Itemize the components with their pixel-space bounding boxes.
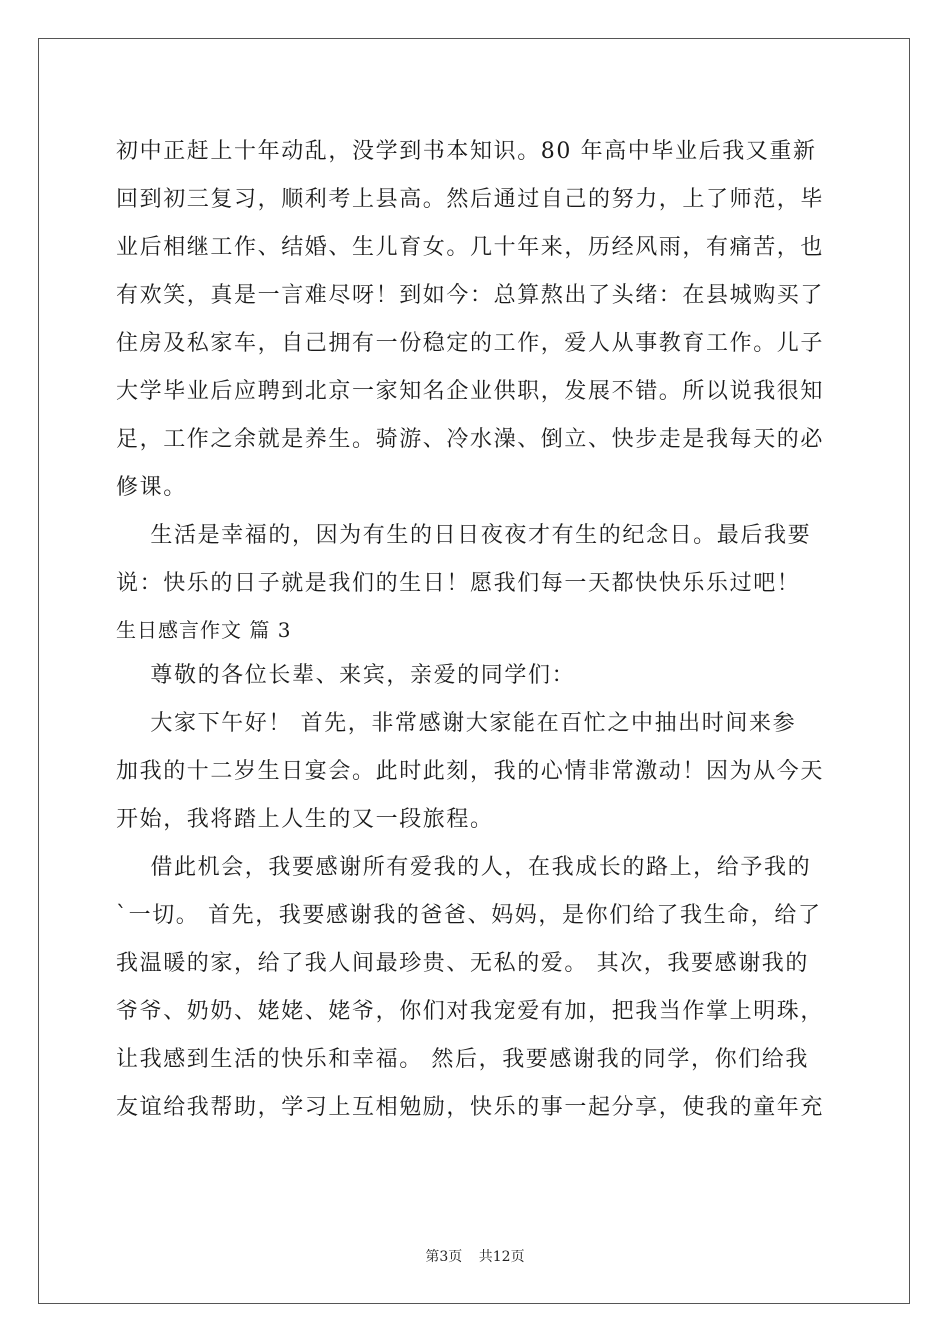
text-line: `一切。 首先，我要感谢我的爸爸、妈妈，是你们给了我生命，给了 xyxy=(116,903,822,928)
text-line: 生活是幸福的，因为有生的日日夜夜才有生的纪念日。最后我要 xyxy=(116,523,812,548)
text-line: 大家下午好！ 首先，非常感谢大家能在百忙之中抽出时间来参 xyxy=(116,711,797,736)
text-line: 大学毕业后应聘到北京一家知名企业供职，发展不错。所以说我很知 xyxy=(116,379,825,404)
text-line: 有欢笑，真是一言难尽呀！到如今：总算熬出了头绪：在县城购买了 xyxy=(116,283,825,308)
text-line: 加我的十二岁生日宴会。此时此刻，我的心情非常激动！因为从今天 xyxy=(116,759,825,784)
text-line: 尊敬的各位长辈、来宾，亲爱的同学们： xyxy=(116,663,576,688)
page-footer xyxy=(0,1246,950,1266)
text-line: 初中正赶上十年动乱，没学到书本知识。80 年高中毕业后我又重新 xyxy=(116,139,817,164)
text-line: 住房及私家车，自己拥有一份稳定的工作，爱人从事教育工作。儿子 xyxy=(116,331,825,356)
text-line: 回到初三复习，顺利考上县高。然后通过自己的努力，上了师范，毕 xyxy=(116,187,825,212)
text-line: 业后相继工作、结婚、生儿育女。几十年来，历经风雨，有痛苦，也 xyxy=(116,235,825,260)
text-line: 让我感到生活的快乐和幸福。 然后，我要感谢我的同学，你们给我 xyxy=(116,1047,809,1072)
text-line: 我温暖的家，给了我人间最珍贵、无私的爱。 其次，我要感谢我的 xyxy=(116,951,809,976)
text-line: 开始，我将踏上人生的又一段旅程。 xyxy=(116,807,494,832)
text-line: 友谊给我帮助，学习上互相勉励，快乐的事一起分享，使我的童年充 xyxy=(116,1095,825,1120)
document-body xyxy=(116,128,836,1132)
section-heading: 生日感言作文 篇 3 xyxy=(116,618,292,642)
page-number: 第3页 xyxy=(425,1249,463,1265)
text-line: 修课。 xyxy=(116,475,187,500)
text-line: 说：快乐的日子就是我们的生日！愿我们每一天都快快乐乐过吧！ xyxy=(116,571,801,596)
text-line: 借此机会，我要感谢所有爱我的人，在我成长的路上，给予我的 xyxy=(116,855,812,880)
text-line: 足，工作之余就是养生。骑游、冷水澡、倒立、快步走是我每天的必 xyxy=(116,427,825,452)
page-total: 共12页 xyxy=(478,1249,525,1265)
text-line: 爷爷、奶奶、姥姥、姥爷，你们对我宠爱有加，把我当作掌上明珠， xyxy=(116,999,825,1024)
